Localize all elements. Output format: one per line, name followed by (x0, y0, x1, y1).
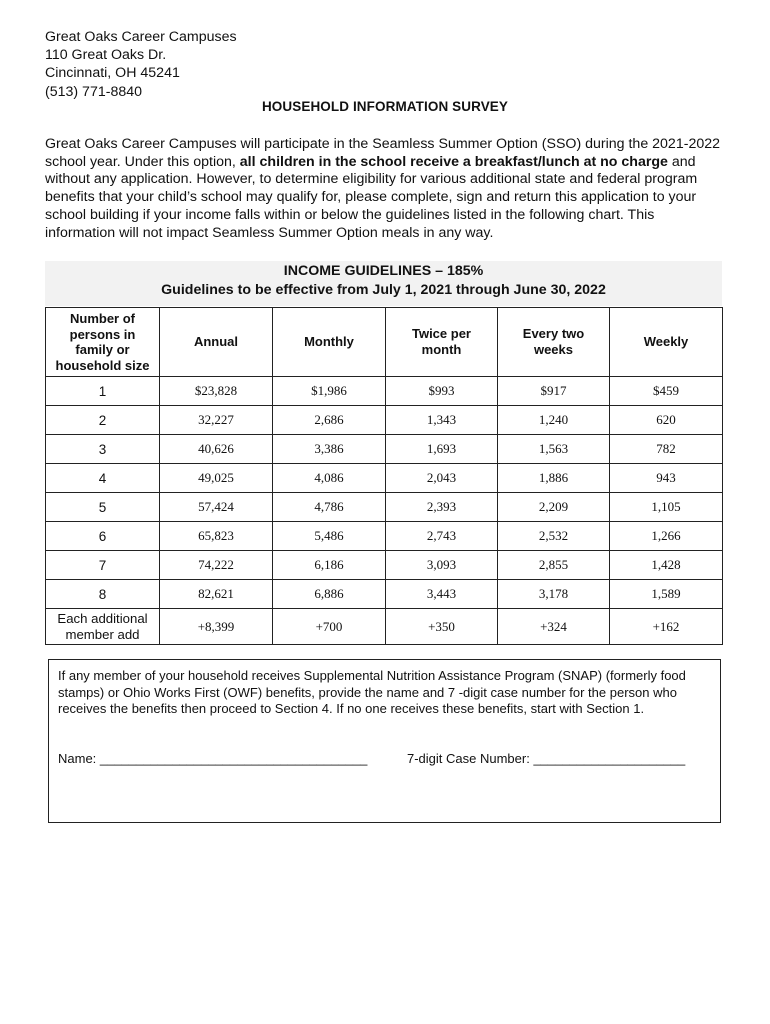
cell-weekly: 1,266 (610, 522, 723, 551)
guidelines-subtitle: Guidelines to be effective from July 1, 2021 through June 30, 2022 (161, 282, 606, 298)
cell-weekly: 1,105 (610, 493, 723, 522)
cell-monthly: 5,486 (273, 522, 386, 551)
cell-annual: 82,621 (160, 580, 273, 609)
cell-household-size: 6 (46, 522, 160, 551)
cell-every-two-weeks: 2,532 (498, 522, 610, 551)
cell-weekly: $459 (610, 377, 723, 406)
cell-annual: 74,222 (160, 551, 273, 580)
header-twice-per-month: Twice per month (386, 308, 498, 377)
intro-text-part2: and without any application. However, to determine eligibility for various additional state and federal program benefits that your child’s school may qualify for, please complete, sign and return this application to your school building if your income falls within or below the guidelines listed in the following chart. This information will not impact Seamless Summer Option meals in any way. (45, 153, 698, 241)
cell-every-two-weeks: 2,855 (498, 551, 610, 580)
cell-weekly: 943 (610, 464, 723, 493)
table-row (46, 406, 723, 435)
cell-annual: +8,399 (160, 609, 273, 645)
header-every-two-weeks: Every two weeks (498, 308, 610, 377)
cell-twice-per-month: 2,393 (386, 493, 498, 522)
intro-paragraph (45, 136, 725, 242)
cell-twice-per-month: 2,043 (386, 464, 498, 493)
cell-annual: 57,424 (160, 493, 273, 522)
cell-monthly: 4,086 (273, 464, 386, 493)
table-row-additional-member (46, 609, 723, 645)
intro-text-part1: Great Oaks Career Campuses will participate in the Seamless Summer Option (SSO) during the 2021-2022 school year. Under this option, (45, 136, 721, 170)
cell-every-two-weeks: 3,178 (498, 580, 610, 609)
table-header-row (46, 308, 723, 377)
cell-every-two-weeks: 1,563 (498, 435, 610, 464)
cell-annual: 40,626 (160, 435, 273, 464)
cell-additional-member-label: Each additional member add (46, 609, 160, 645)
cell-every-two-weeks: 2,209 (498, 493, 610, 522)
cell-weekly: +162 (610, 609, 723, 645)
cell-every-two-weeks: 1,886 (498, 464, 610, 493)
cell-monthly: 3,386 (273, 435, 386, 464)
name-field[interactable]: Name: _____________________________________ (58, 751, 368, 766)
cell-monthly: 4,786 (273, 493, 386, 522)
header-household-size: Number of persons in family or household size (46, 308, 160, 377)
cell-annual: 49,025 (160, 464, 273, 493)
header-weekly: Weekly (610, 308, 723, 377)
table-row (46, 377, 723, 406)
cell-twice-per-month: 1,343 (386, 406, 498, 435)
cell-twice-per-month: 3,443 (386, 580, 498, 609)
cell-every-two-weeks: $917 (498, 377, 610, 406)
cell-weekly: 1,589 (610, 580, 723, 609)
cell-twice-per-month: $993 (386, 377, 498, 406)
income-guidelines-header (45, 261, 722, 306)
cell-monthly: 6,886 (273, 580, 386, 609)
cell-household-size: 7 (46, 551, 160, 580)
header-monthly: Monthly (273, 308, 386, 377)
table-row (46, 493, 723, 522)
cell-monthly: 2,686 (273, 406, 386, 435)
cell-household-size: 3 (46, 435, 160, 464)
school-address (45, 28, 237, 101)
cell-weekly: 620 (610, 406, 723, 435)
cell-annual: 65,823 (160, 522, 273, 551)
address-line-school: Great Oaks Career Campuses (45, 29, 237, 45)
table-row (46, 580, 723, 609)
page-title: HOUSEHOLD INFORMATION SURVEY (261, 99, 509, 114)
cell-annual: 32,227 (160, 406, 273, 435)
address-line-city: Cincinnati, OH 45241 (45, 65, 180, 82)
cell-weekly: 1,428 (610, 551, 723, 580)
address-line-street: 110 Great Oaks Dr. (45, 47, 167, 64)
cell-household-size: 2 (46, 406, 160, 435)
table-row (46, 522, 723, 551)
cell-twice-per-month: 1,693 (386, 435, 498, 464)
case-number-field[interactable]: 7-digit Case Number: _____________________ (407, 751, 686, 766)
header-annual: Annual (160, 308, 273, 377)
cell-monthly: 6,186 (273, 551, 386, 580)
cell-twice-per-month: +350 (386, 609, 498, 645)
cell-weekly: 782 (610, 435, 723, 464)
snap-owf-section (48, 659, 721, 823)
snap-instructions: If any member of your household receives Supplemental Nutrition Assistance Program (SNAP) (formerly food stamps) or Ohio Works First (OWF) benefits, provide the name and 7 -digit case number for the person who receives the benefits then proceed to Section 4. If no one receives these benefits, start with Section 1. (58, 668, 686, 716)
table-row (46, 464, 723, 493)
cell-monthly: $1,986 (273, 377, 386, 406)
guidelines-title: INCOME GUIDELINES – 185% (283, 263, 484, 279)
income-guidelines-table (45, 307, 723, 645)
cell-household-size: 1 (46, 377, 160, 406)
cell-monthly: +700 (273, 609, 386, 645)
cell-annual: $23,828 (160, 377, 273, 406)
cell-twice-per-month: 2,743 (386, 522, 498, 551)
intro-text-bold: all children in the school receive a breakfast/lunch at no charge (239, 153, 668, 170)
table-row (46, 551, 723, 580)
cell-every-two-weeks: +324 (498, 609, 610, 645)
address-line-phone: (513) 771-8840 (45, 83, 143, 100)
cell-household-size: 5 (46, 493, 160, 522)
cell-every-two-weeks: 1,240 (498, 406, 610, 435)
table-row (46, 435, 723, 464)
cell-twice-per-month: 3,093 (386, 551, 498, 580)
cell-household-size: 4 (46, 464, 160, 493)
cell-household-size: 8 (46, 580, 160, 609)
